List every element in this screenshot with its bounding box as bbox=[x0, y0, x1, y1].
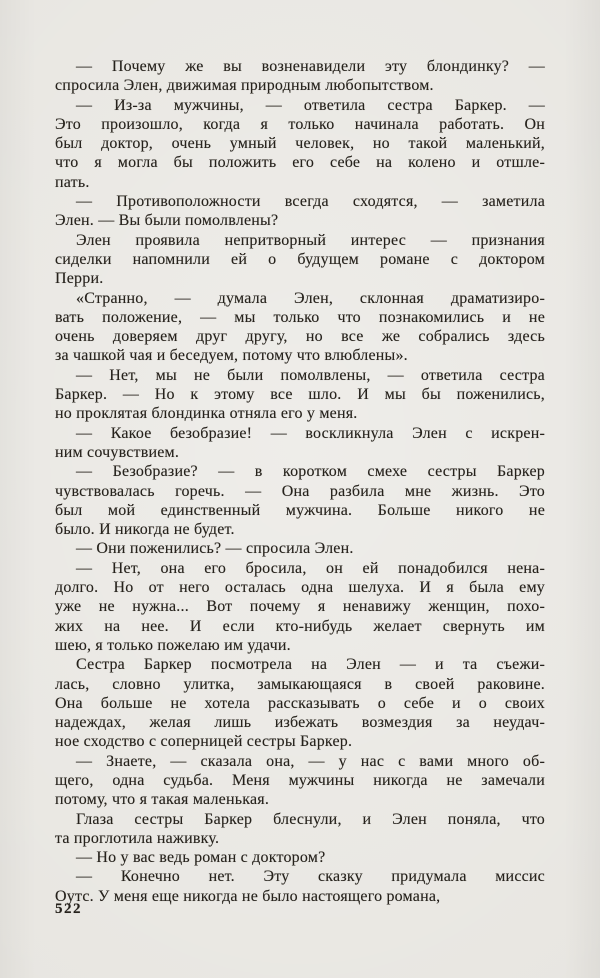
text-line: спросила Элен, движимая природным любопытством. bbox=[55, 77, 434, 95]
text-line: уже не нужна... Вот почему я ненавижу женщин, похо- bbox=[55, 598, 545, 616]
text-line: был мой единственный мужчина. Больше никого не bbox=[55, 501, 545, 519]
text-line: шею, я только пожелаю им удачи. bbox=[55, 636, 291, 654]
paragraph bbox=[55, 231, 545, 289]
text-line: сиделки напомнили ей о будущем романе с доктором bbox=[55, 250, 545, 268]
text-line: — Почему же вы возненавидели эту блондинку? — bbox=[76, 58, 545, 75]
text-line: Перри. bbox=[55, 270, 104, 288]
text-line: Она больше не хотела рассказывать о себе и о своих bbox=[55, 694, 545, 712]
text-line: Баркер. — Но к этому все шло. И мы бы поженились, bbox=[55, 386, 545, 404]
text-line: Элен. — Вы были помолвлены? bbox=[55, 212, 279, 230]
text-line: — Противоположности всегда сходятся, — заметила bbox=[76, 193, 545, 211]
paragraph bbox=[55, 366, 545, 424]
text-line: жих на нее. И если кто-нибудь желает свернуть им bbox=[55, 617, 545, 635]
text-line: Оутс. У меня еще никогда не было настоящего романа, bbox=[55, 887, 441, 905]
text-line: но проклятая блондинка отняла его у меня. bbox=[55, 405, 358, 423]
text-line: — Но у вас ведь роман с доктором? bbox=[76, 849, 326, 867]
text-line: — Какое безобразие! — воскликнула Элен с искрен- bbox=[76, 424, 545, 442]
text-line: ное сходство с соперницей сестры Баркер. bbox=[55, 733, 353, 751]
text-line: Элен проявила непритворный интерес — признания bbox=[76, 231, 545, 249]
text-line: Это произошло, когда я только начинала работать. Он bbox=[55, 115, 545, 133]
text-line: — Безобразие? — в коротком смехе сестры Баркер bbox=[76, 463, 545, 481]
paragraph bbox=[55, 462, 545, 539]
paragraph bbox=[55, 848, 545, 867]
page-number: 522 bbox=[55, 901, 82, 917]
text-line: — Они поженились? — спросила Элен. bbox=[76, 540, 354, 558]
text-line: был доктор, очень умный человек, но такой маленький, bbox=[55, 135, 545, 153]
text-line: та проглотила наживку. bbox=[55, 829, 220, 847]
text-line: надеждах, желая лишь избежать возмездия за неудач- bbox=[55, 714, 545, 732]
text-line: потому, что я такая маленькая. bbox=[55, 791, 270, 809]
paragraph bbox=[55, 867, 545, 906]
text-line: что я могла бы положить его себе на колено и отшле- bbox=[55, 154, 545, 172]
text-line: — Знаете, — сказала она, — у нас с вами много об- bbox=[76, 752, 545, 770]
paragraph bbox=[55, 810, 545, 849]
text-line: ним сочувствием. bbox=[55, 443, 180, 461]
text-line: Глаза сестры Баркер блеснули, и Элен поняла, что bbox=[76, 810, 545, 828]
text-line: чувствовалась горечь. — Она разбила мне жизнь. Это bbox=[55, 482, 545, 500]
text-line: — Нет, мы не были помолвлены, — ответила сестра bbox=[76, 366, 545, 384]
paragraph bbox=[55, 559, 545, 655]
paragraph bbox=[55, 752, 545, 810]
paragraph bbox=[55, 57, 545, 96]
text-line: за чашкой чая и беседуем, потому что влюблены». bbox=[55, 347, 408, 365]
text-line: — Конечно нет. Эту сказку придумала миссис bbox=[76, 868, 545, 886]
paragraph bbox=[55, 96, 545, 192]
paragraph bbox=[55, 192, 545, 231]
text-line: пать. bbox=[55, 173, 90, 191]
paragraph bbox=[55, 289, 545, 366]
text-line: щего, одна судьба. Меня мужчины никогда не замечали bbox=[55, 771, 545, 789]
text-line: долго. Но от него осталась одна шелуха. И я была ему bbox=[55, 579, 545, 597]
text-line: — Из-за мужчины, — ответила сестра Баркер. — bbox=[76, 96, 545, 114]
text-line: было. И никогда не будет. bbox=[55, 521, 235, 539]
paragraph bbox=[55, 424, 545, 463]
paragraph bbox=[55, 539, 545, 558]
text-line: вать положение, — мы только что познакомились и не bbox=[55, 308, 545, 326]
text-block bbox=[55, 57, 545, 906]
text-line: лась, словно улитка, замыкающаяся в своей раковине. bbox=[55, 675, 545, 693]
text-line: «Странно, — думала Элен, склонная драматизиро- bbox=[76, 289, 545, 307]
text-line: Сестра Баркер посмотрела на Элен — и та съежи- bbox=[76, 656, 545, 674]
paragraph bbox=[55, 655, 545, 751]
text-line: — Нет, она его бросила, он ей понадобился нена- bbox=[76, 559, 545, 577]
text-line: очень доверяем друг другу, но все же собрались здесь bbox=[55, 328, 545, 346]
